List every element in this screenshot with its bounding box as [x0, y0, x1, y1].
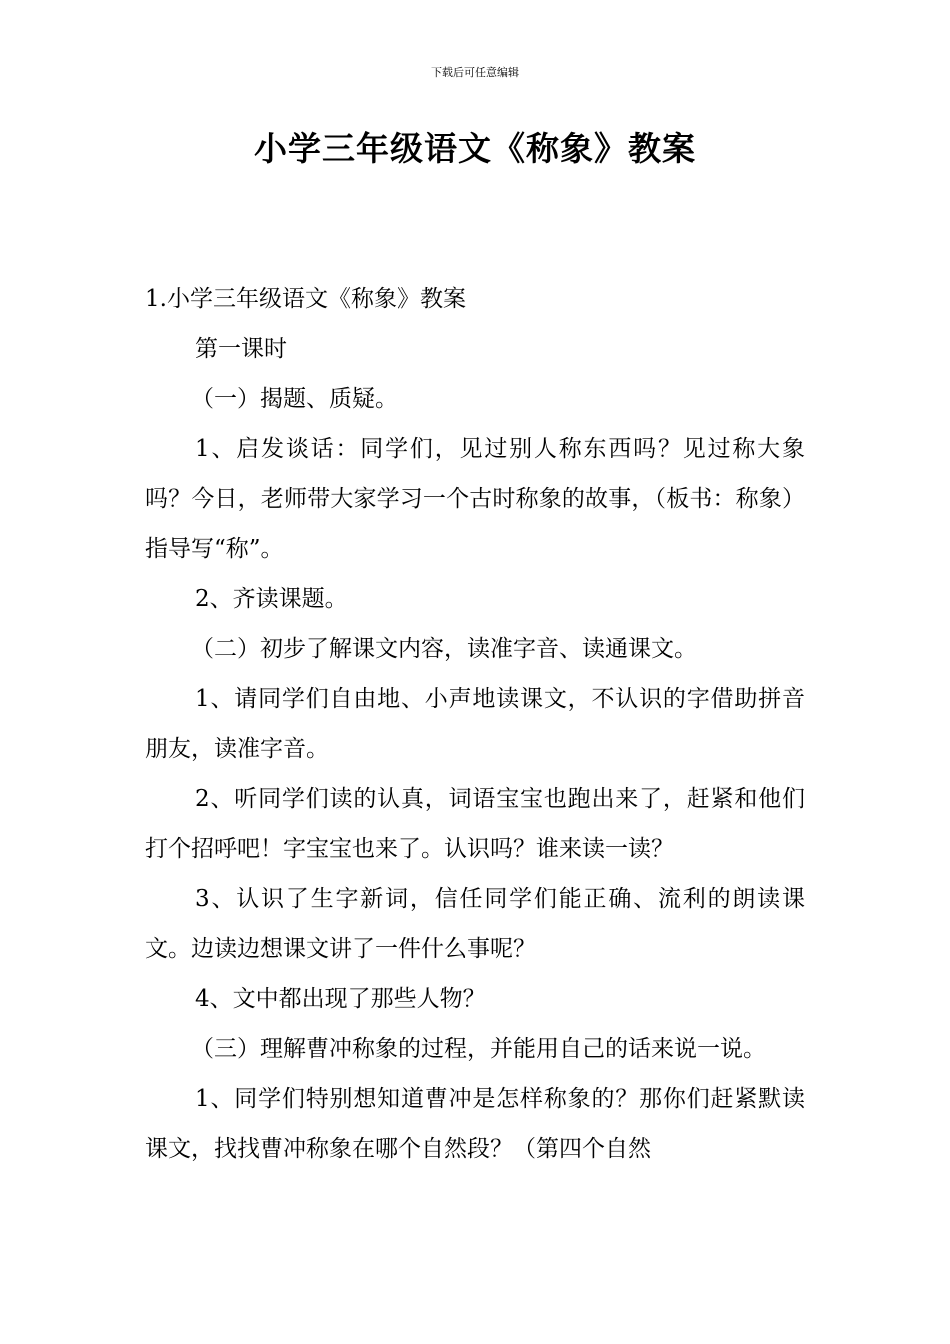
document-title: 小学三年级语文《称象》教案 — [254, 129, 696, 168]
section-heading: 1.小学三年级语文《称象》教案 — [145, 286, 466, 312]
lesson-label: 第一课时 — [195, 336, 287, 362]
subsection-heading: （一）揭题、质疑。 — [191, 386, 398, 412]
paragraph: 4、文中都出现了那些人物？ — [195, 986, 486, 1012]
paragraph: 1、请同学们自由地、小声地读课文，不认识的字借助拼音朋友，读准字音。 — [145, 686, 805, 762]
subsection-heading: （三）理解曹冲称象的过程，并能用自己的话来说一说。 — [191, 1036, 766, 1062]
paragraph: 2、听同学们读的认真，词语宝宝也跑出来了，赶紧和他们打个招呼吧！字宝宝也来了。认识吗？谁来读一读？ — [145, 786, 805, 862]
document-body — [145, 274, 805, 1174]
paragraph: 1、启发谈话：同学们，见过别人称东西吗？见过称大象吗？今日，老师带大家学习一个古时称象的故事，（板书：称象）指导写“称”。 — [145, 436, 805, 562]
paragraph: 1、同学们特别想知道曹冲是怎样称象的？那你们赶紧默读课文，找找曹冲称象在哪个自然段？（第四个自然 — [145, 1086, 805, 1162]
paragraph: 3、认识了生字新词，信任同学们能正确、流利的朗读课文。边读边想课文讲了一件什么事呢？ — [145, 886, 805, 962]
header-note: 下载后可任意编辑 — [431, 66, 519, 79]
subsection-heading: （二）初步了解课文内容，读准字音、读通课文。 — [191, 636, 697, 662]
paragraph: 2、齐读课题。 — [195, 586, 348, 612]
